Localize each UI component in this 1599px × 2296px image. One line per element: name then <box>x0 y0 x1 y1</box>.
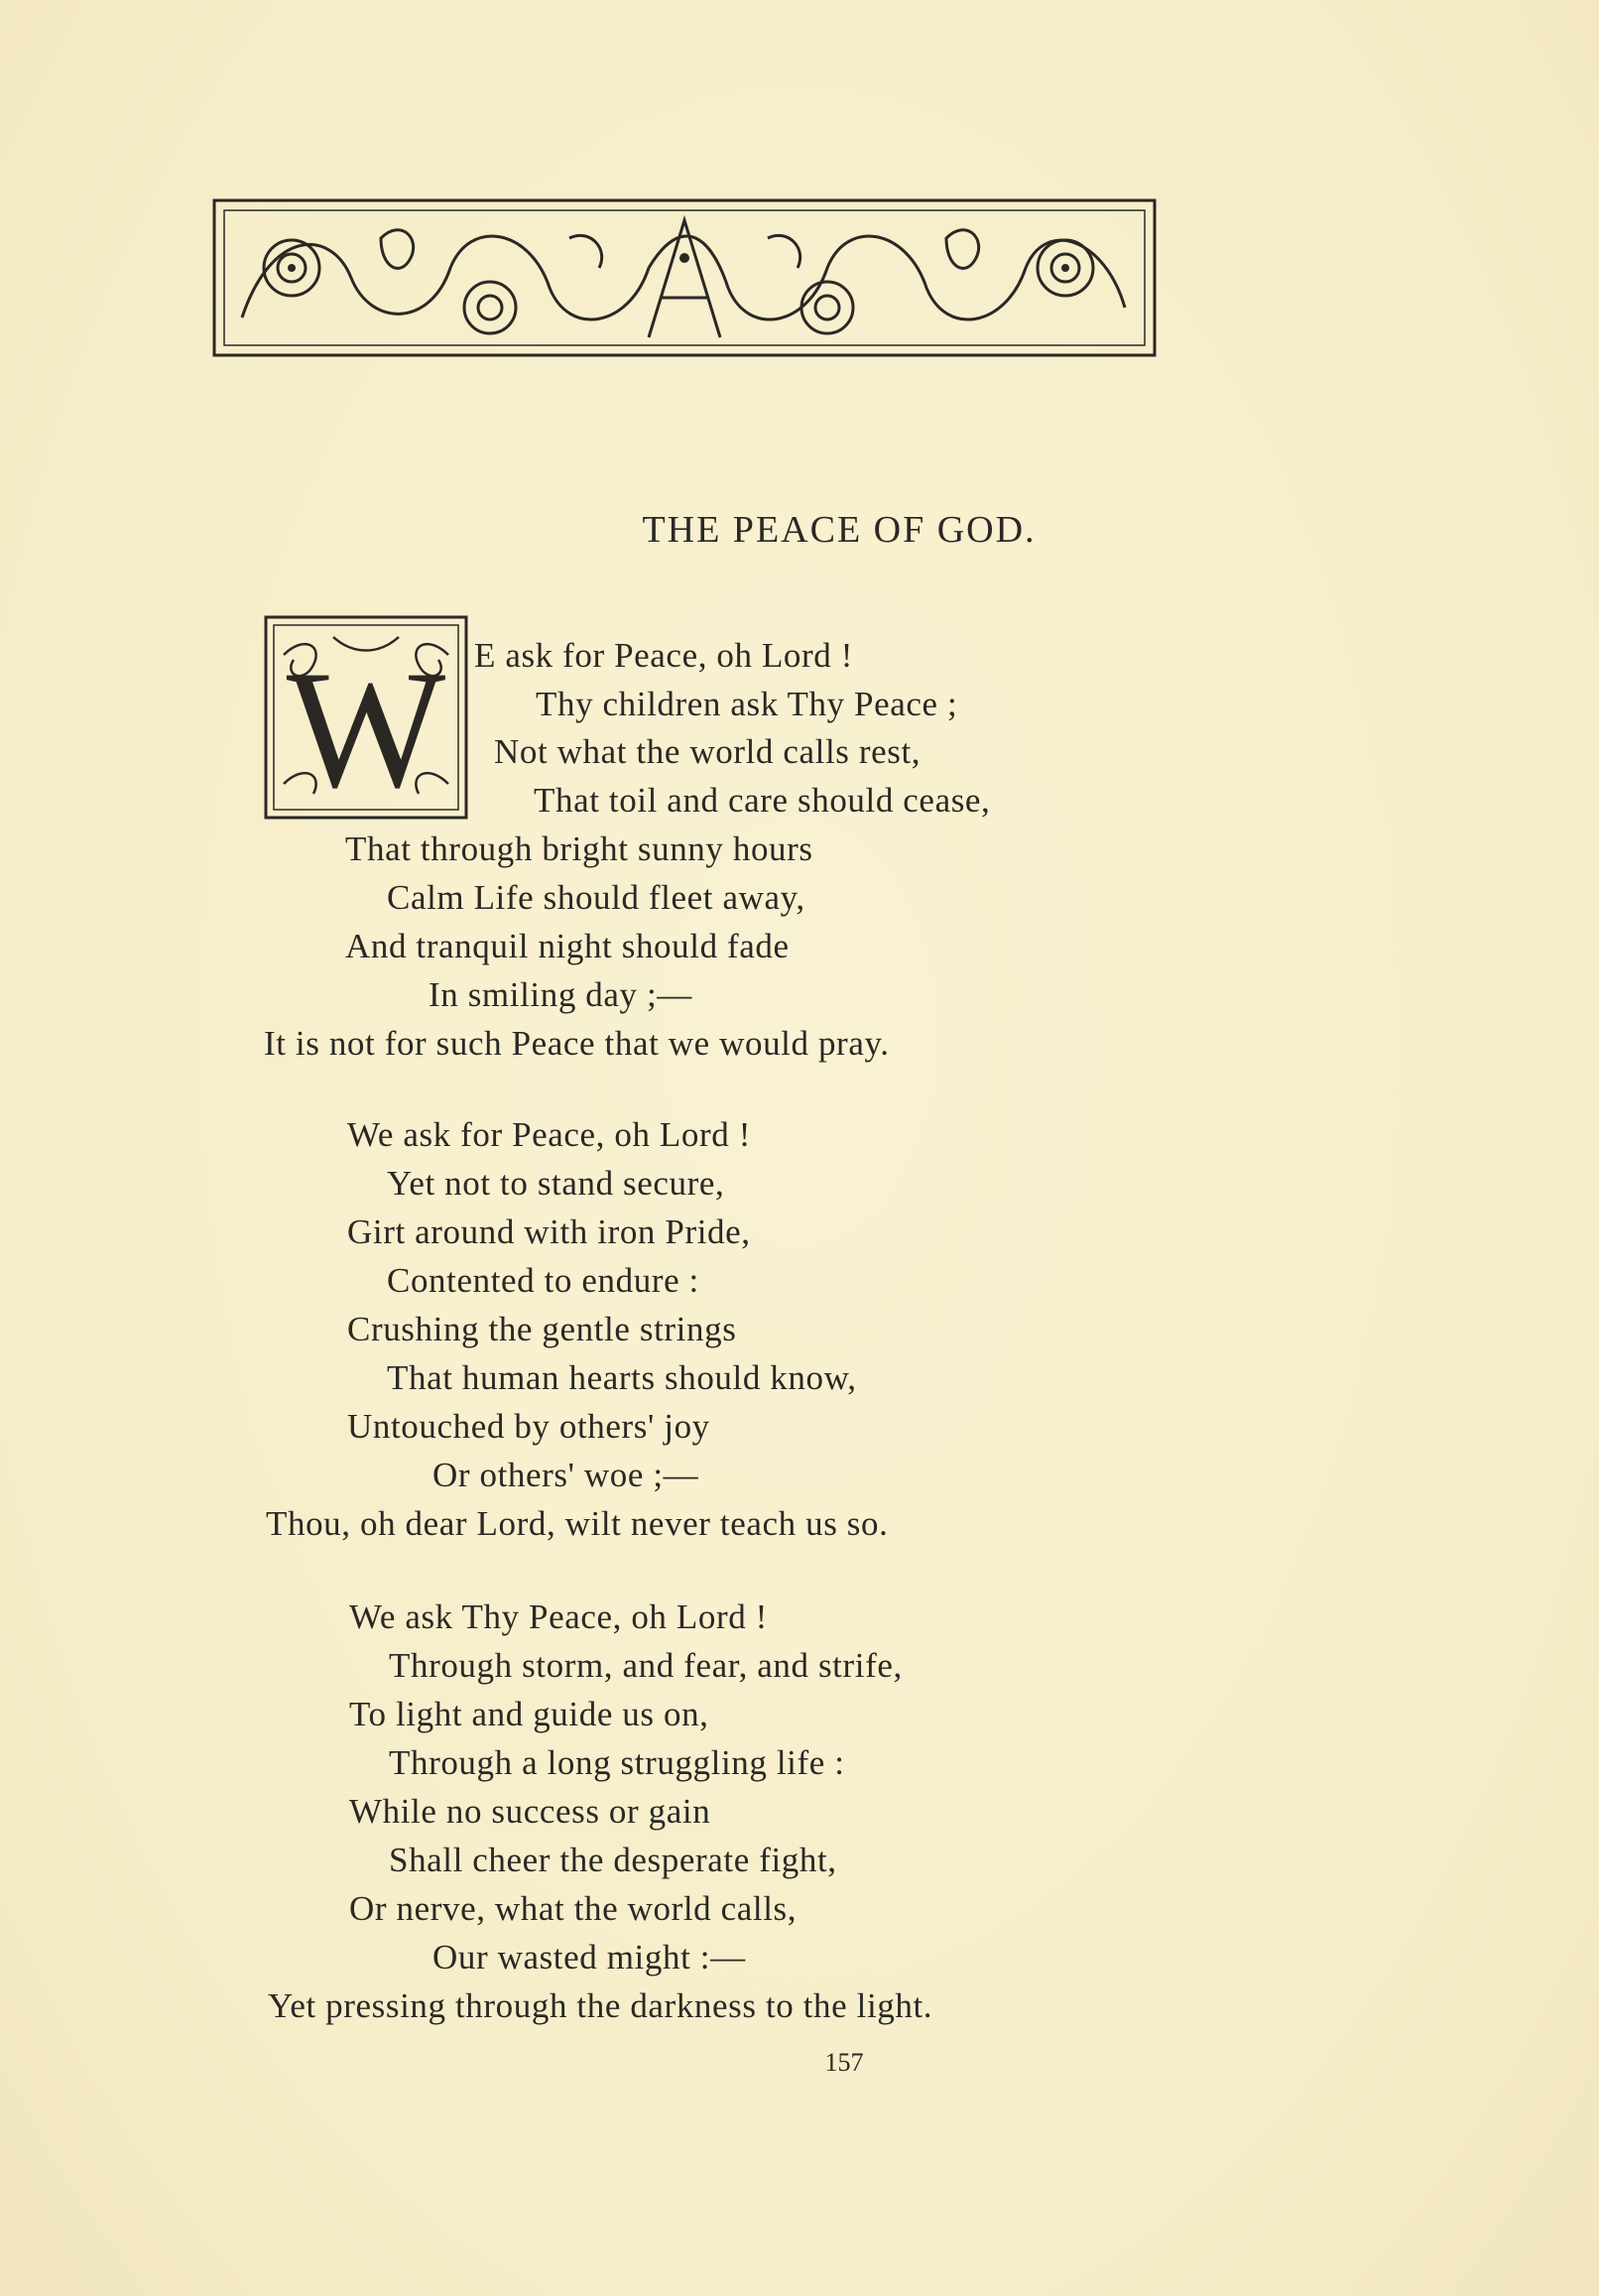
poem-line: Untouched by others' joy <box>347 1407 710 1446</box>
poem-line: Through a long struggling life : <box>389 1743 845 1782</box>
poem-line: We ask for Peace, oh Lord ! <box>347 1115 751 1154</box>
poem-line: E ask for Peace, oh Lord ! <box>474 636 853 675</box>
poem-line: Or others' woe ;— <box>432 1456 699 1494</box>
poem-line: Thy children ask Thy Peace ; <box>536 685 958 723</box>
poem-line: To light and guide us on, <box>349 1695 709 1733</box>
poem-line: Our wasted might :— <box>432 1938 746 1977</box>
decorated-initial-w <box>264 615 468 820</box>
ornamental-headpiece <box>212 198 1157 357</box>
poem-line: Thou, oh dear Lord, wilt never teach us so. <box>266 1504 889 1543</box>
poem-line: In smiling day ;— <box>429 975 692 1014</box>
poem-line: Or nerve, what the world calls, <box>349 1889 798 1928</box>
poem-line: Yet pressing through the darkness to the light. <box>268 1986 933 2025</box>
poem-line: We ask Thy Peace, oh Lord ! <box>349 1597 768 1636</box>
poem-line: That toil and care should cease, <box>534 781 991 820</box>
poem-line: Through storm, and fear, and strife, <box>389 1646 903 1685</box>
poem-line: Yet not to stand secure, <box>387 1164 725 1203</box>
svg-text:W: W <box>286 636 446 820</box>
poem-line: That human hearts should know, <box>387 1358 857 1397</box>
poem-line: Crushing the gentle strings <box>347 1310 737 1348</box>
poem-line: While no success or gain <box>349 1792 711 1831</box>
poem-line: Girt around with iron Pride, <box>347 1212 751 1251</box>
poem-line: Contented to endure : <box>387 1261 699 1300</box>
page-number: 157 <box>824 2048 864 2077</box>
poem-line: And tranquil night should fade <box>345 927 790 965</box>
poem-title: THE PEACE OF GOD. <box>642 509 1037 551</box>
poem-line: Not what the world calls rest, <box>494 732 922 771</box>
poem-line: Shall cheer the desperate fight, <box>389 1841 837 1879</box>
poem-line: It is not for such Peace that we would pray. <box>264 1024 890 1063</box>
poem-line: That through bright sunny hours <box>345 829 813 868</box>
poem-line: Calm Life should fleet away, <box>387 878 805 917</box>
